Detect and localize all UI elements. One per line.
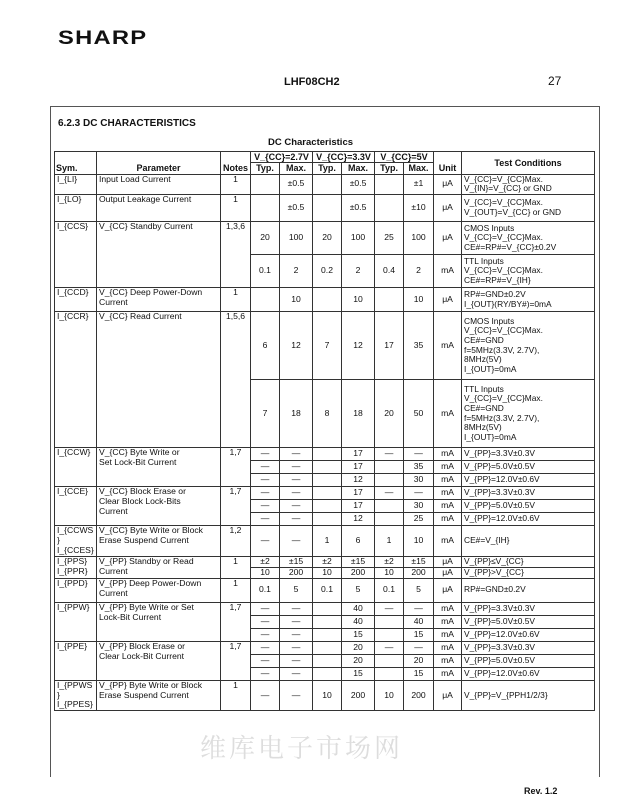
conditions-cell: V_{PP}=3.3V±0.3V: [462, 487, 595, 500]
notes-cell: 1,7: [221, 641, 251, 680]
conditions-cell: V_{PP}=3.3V±0.3V: [462, 448, 595, 461]
symbol-cell: I_{CCW}: [55, 448, 97, 487]
typ-3-3v-cell: [313, 474, 342, 487]
typ-2-7v-cell: —: [251, 654, 280, 667]
parameter-cell: Input Load Current: [97, 174, 221, 194]
unit-cell: mA: [434, 615, 462, 628]
table-row: [55, 487, 595, 500]
notes-cell: 1,7: [221, 487, 251, 526]
unit-cell: mA: [434, 526, 462, 557]
unit-cell: μA: [434, 288, 462, 312]
typ-5v-cell: [375, 667, 404, 680]
max-3-3v-cell: 5: [342, 578, 375, 602]
notes-cell: 1,3,6: [221, 222, 251, 288]
conditions-cell: V_{PP}=5.0V±0.5V: [462, 500, 595, 513]
document-id: LHF08CH2: [284, 76, 340, 88]
max-3-3v-cell: 100: [342, 222, 375, 255]
max-3-3v-cell: 12: [342, 312, 375, 380]
parameter-cell: V_{PP} Byte Write or Set Lock-Bit Current: [97, 602, 221, 641]
typ-2-7v-cell: —: [251, 526, 280, 557]
max-5v-cell: 200: [404, 680, 434, 711]
max-3-3v-cell: ±0.5: [342, 174, 375, 194]
typ-5v-cell: ±2: [375, 556, 404, 567]
max-2-7v-cell: —: [280, 654, 313, 667]
conditions-cell: V_{CC}=V_{CC}Max. V_{IN}=V_{CC} or GND: [462, 174, 595, 194]
typ-3-3v-cell: [313, 615, 342, 628]
dc-characteristics-table: [54, 151, 595, 711]
table-row: [55, 312, 595, 380]
max-2-7v-cell: —: [280, 628, 313, 641]
unit-cell: mA: [434, 641, 462, 654]
typ-5v-cell: [375, 461, 404, 474]
max-5v-cell: ±1: [404, 174, 434, 194]
parameter-cell: V_{CC} Byte Write or Set Lock-Bit Current: [97, 448, 221, 487]
typ-2-7v-cell: 0.1: [251, 255, 280, 288]
unit-cell: mA: [434, 474, 462, 487]
unit-cell: mA: [434, 312, 462, 380]
max-2-7v-cell: —: [280, 448, 313, 461]
page-number: 27: [548, 74, 562, 88]
typ-5v-cell: [375, 174, 404, 194]
notes-cell: 1: [221, 174, 251, 194]
parameter-cell: V_{PP} Byte Write or Block Erase Suspend Current: [97, 680, 221, 711]
table-row: [55, 680, 595, 711]
unit-cell: mA: [434, 255, 462, 288]
max-5v-cell: 20: [404, 654, 434, 667]
max-2-7v-cell: 10: [280, 288, 313, 312]
typ-2-7v-cell: 6: [251, 312, 280, 380]
max-3-3v-cell: 12: [342, 474, 375, 487]
parameter-cell: V_{PP} Block Erase or Clear Lock-Bit Current: [97, 641, 221, 680]
conditions-cell: RP#=GND±0.2V: [462, 578, 595, 602]
table-row: [55, 222, 595, 255]
unit-cell: μA: [434, 680, 462, 711]
max-2-7v-cell: —: [280, 461, 313, 474]
unit-cell: μA: [434, 556, 462, 567]
max-3-3v-cell: 40: [342, 615, 375, 628]
typ-2-7v-cell: [251, 195, 280, 222]
col-typ: Typ.: [251, 163, 280, 174]
conditions-cell: CMOS Inputs V_{CC}=V_{CC}Max. CE#=RP#=V_{CC}±0.2V: [462, 222, 595, 255]
unit-cell: μA: [434, 195, 462, 222]
max-3-3v-cell: ±15: [342, 556, 375, 567]
conditions-cell: V_{PP}≤V_{CC}: [462, 556, 595, 567]
conditions-cell: V_{PP}=3.3V±0.3V: [462, 641, 595, 654]
typ-2-7v-cell: —: [251, 680, 280, 711]
table-row: [55, 578, 595, 602]
typ-5v-cell: 1: [375, 526, 404, 557]
unit-cell: μA: [434, 578, 462, 602]
max-3-3v-cell: 17: [342, 487, 375, 500]
max-2-7v-cell: —: [280, 513, 313, 526]
notes-cell: 1,2: [221, 526, 251, 557]
col-vcc-3-3: V_{CC}=3.3V: [313, 152, 375, 163]
max-3-3v-cell: 2: [342, 255, 375, 288]
typ-5v-cell: [375, 195, 404, 222]
max-2-7v-cell: ±0.5: [280, 195, 313, 222]
max-2-7v-cell: —: [280, 667, 313, 680]
conditions-cell: V_{PP}=V_{PPH1/2/3}: [462, 680, 595, 711]
table-row: [55, 448, 595, 461]
unit-cell: μA: [434, 222, 462, 255]
typ-5v-cell: [375, 474, 404, 487]
max-2-7v-cell: —: [280, 602, 313, 615]
max-3-3v-cell: 15: [342, 628, 375, 641]
table-row: [55, 174, 595, 194]
typ-2-7v-cell: —: [251, 615, 280, 628]
typ-2-7v-cell: —: [251, 602, 280, 615]
unit-cell: mA: [434, 602, 462, 615]
conditions-cell: CE#=V_{IH}: [462, 526, 595, 557]
notes-cell: 1: [221, 288, 251, 312]
typ-2-7v-cell: ±2: [251, 556, 280, 567]
max-2-7v-cell: 12: [280, 312, 313, 380]
col-typ: Typ.: [313, 163, 342, 174]
max-2-7v-cell: —: [280, 680, 313, 711]
symbol-cell: I_{CCR}: [55, 312, 97, 448]
max-5v-cell: 50: [404, 380, 434, 448]
max-5v-cell: 30: [404, 474, 434, 487]
typ-3-3v-cell: [313, 500, 342, 513]
col-conditions: Test Conditions: [462, 152, 595, 175]
symbol-cell: I_{CCD}: [55, 288, 97, 312]
typ-2-7v-cell: 10: [251, 567, 280, 578]
max-3-3v-cell: 15: [342, 667, 375, 680]
max-3-3v-cell: 200: [342, 680, 375, 711]
typ-3-3v-cell: [313, 654, 342, 667]
max-5v-cell: —: [404, 602, 434, 615]
typ-3-3v-cell: 10: [313, 567, 342, 578]
max-2-7v-cell: ±0.5: [280, 174, 313, 194]
typ-3-3v-cell: [313, 174, 342, 194]
unit-cell: mA: [434, 487, 462, 500]
typ-2-7v-cell: [251, 288, 280, 312]
typ-3-3v-cell: [313, 487, 342, 500]
symbol-cell: I_{PPD}: [55, 578, 97, 602]
symbol-cell: I_{LI}: [55, 174, 97, 194]
sharp-logo: SHARP: [58, 28, 148, 49]
unit-cell: mA: [434, 654, 462, 667]
symbol-cell: I_{PPWS} I_{PPES}: [55, 680, 97, 711]
typ-3-3v-cell: [313, 195, 342, 222]
symbol-cell: I_{CCS}: [55, 222, 97, 288]
notes-cell: 1,5,6: [221, 312, 251, 448]
parameter-cell: V_{CC} Block Erase or Clear Block Lock-Bits Current: [97, 487, 221, 526]
typ-3-3v-cell: [313, 602, 342, 615]
conditions-cell: V_{PP}=12.0V±0.6V: [462, 513, 595, 526]
typ-5v-cell: 0.4: [375, 255, 404, 288]
table-row: [55, 602, 595, 615]
symbol-cell: I_{PPW}: [55, 602, 97, 641]
unit-cell: mA: [434, 380, 462, 448]
max-2-7v-cell: 200: [280, 567, 313, 578]
typ-3-3v-cell: [313, 667, 342, 680]
typ-3-3v-cell: [313, 513, 342, 526]
conditions-cell: V_{PP}=12.0V±0.6V: [462, 667, 595, 680]
typ-2-7v-cell: 20: [251, 222, 280, 255]
col-max: Max.: [342, 163, 375, 174]
max-3-3v-cell: 6: [342, 526, 375, 557]
col-sym: Sym.: [55, 152, 97, 175]
max-2-7v-cell: 100: [280, 222, 313, 255]
typ-5v-cell: 20: [375, 380, 404, 448]
max-3-3v-cell: 10: [342, 288, 375, 312]
table-body: [55, 174, 595, 711]
typ-5v-cell: [375, 615, 404, 628]
notes-cell: 1: [221, 578, 251, 602]
unit-cell: mA: [434, 500, 462, 513]
col-notes: Notes: [221, 152, 251, 175]
unit-cell: mA: [434, 628, 462, 641]
typ-3-3v-cell: 7: [313, 312, 342, 380]
conditions-cell: TTL Inputs V_{CC}=V_{CC}Max. CE#=GND f=5MHz(3.3V, 2.7V), 8MHz(5V) I_{OUT}=0mA: [462, 380, 595, 448]
typ-5v-cell: —: [375, 487, 404, 500]
conditions-cell: V_{PP}=12.0V±0.6V: [462, 628, 595, 641]
notes-cell: 1: [221, 195, 251, 222]
max-2-7v-cell: —: [280, 500, 313, 513]
unit-cell: mA: [434, 667, 462, 680]
typ-2-7v-cell: 0.1: [251, 578, 280, 602]
max-5v-cell: 10: [404, 526, 434, 557]
max-3-3v-cell: 12: [342, 513, 375, 526]
col-max: Max.: [280, 163, 313, 174]
unit-cell: mA: [434, 461, 462, 474]
max-3-3v-cell: 17: [342, 448, 375, 461]
table-caption: DC Characteristics: [268, 137, 354, 148]
typ-2-7v-cell: —: [251, 461, 280, 474]
typ-2-7v-cell: —: [251, 641, 280, 654]
max-2-7v-cell: 5: [280, 578, 313, 602]
col-parameter: Parameter: [97, 152, 221, 175]
parameter-cell: V_{PP} Standby or Read Current: [97, 556, 221, 578]
max-2-7v-cell: ±15: [280, 556, 313, 567]
typ-3-3v-cell: [313, 288, 342, 312]
max-5v-cell: 10: [404, 288, 434, 312]
max-2-7v-cell: —: [280, 526, 313, 557]
typ-5v-cell: —: [375, 641, 404, 654]
max-5v-cell: 100: [404, 222, 434, 255]
typ-3-3v-cell: [313, 628, 342, 641]
max-5v-cell: 2: [404, 255, 434, 288]
typ-3-3v-cell: 0.1: [313, 578, 342, 602]
typ-5v-cell: 25: [375, 222, 404, 255]
conditions-cell: V_{CC}=V_{CC}Max. V_{OUT}=V_{CC} or GND: [462, 195, 595, 222]
max-3-3v-cell: 17: [342, 461, 375, 474]
typ-3-3v-cell: 8: [313, 380, 342, 448]
symbol-cell: I_{PPS} I_{PPR}: [55, 556, 97, 578]
typ-3-3v-cell: ±2: [313, 556, 342, 567]
typ-2-7v-cell: 7: [251, 380, 280, 448]
unit-cell: μA: [434, 567, 462, 578]
max-5v-cell: 15: [404, 667, 434, 680]
table-row: [55, 288, 595, 312]
max-5v-cell: 30: [404, 500, 434, 513]
typ-5v-cell: [375, 500, 404, 513]
conditions-cell: V_{PP}=3.3V±0.3V: [462, 602, 595, 615]
parameter-cell: V_{PP} Deep Power-Down Current: [97, 578, 221, 602]
table-row: [55, 556, 595, 567]
table-row: [55, 526, 595, 557]
max-3-3v-cell: ±0.5: [342, 195, 375, 222]
max-3-3v-cell: 20: [342, 641, 375, 654]
typ-5v-cell: —: [375, 448, 404, 461]
max-2-7v-cell: 18: [280, 380, 313, 448]
max-5v-cell: 40: [404, 615, 434, 628]
typ-5v-cell: 17: [375, 312, 404, 380]
typ-5v-cell: 10: [375, 567, 404, 578]
max-2-7v-cell: 2: [280, 255, 313, 288]
max-5v-cell: —: [404, 641, 434, 654]
conditions-cell: V_{PP}=12.0V±0.6V: [462, 474, 595, 487]
col-vcc-2-7: V_{CC}=2.7V: [251, 152, 313, 163]
symbol-cell: I_{LO}: [55, 195, 97, 222]
parameter-cell: V_{CC} Byte Write or Block Erase Suspend Current: [97, 526, 221, 557]
revision-label: Rev. 1.2: [524, 786, 558, 796]
max-3-3v-cell: 17: [342, 500, 375, 513]
symbol-cell: I_{PPE}: [55, 641, 97, 680]
conditions-cell: V_{PP}>V_{CC}: [462, 567, 595, 578]
typ-3-3v-cell: 1: [313, 526, 342, 557]
max-2-7v-cell: —: [280, 615, 313, 628]
typ-2-7v-cell: —: [251, 500, 280, 513]
symbol-cell: I_{CCE}: [55, 487, 97, 526]
col-vcc-5: V_{CC}=5V: [375, 152, 434, 163]
typ-5v-cell: [375, 654, 404, 667]
max-2-7v-cell: —: [280, 641, 313, 654]
max-5v-cell: 200: [404, 567, 434, 578]
notes-cell: 1,7: [221, 448, 251, 487]
typ-5v-cell: 10: [375, 680, 404, 711]
typ-3-3v-cell: [313, 461, 342, 474]
typ-3-3v-cell: 0.2: [313, 255, 342, 288]
max-5v-cell: 15: [404, 628, 434, 641]
parameter-cell: Output Leakage Current: [97, 195, 221, 222]
parameter-cell: V_{CC} Read Current: [97, 312, 221, 448]
conditions-cell: TTL Inputs V_{CC}=V_{CC}Max. CE#=RP#=V_{IH}: [462, 255, 595, 288]
col-unit: Unit: [434, 152, 462, 175]
col-max: Max.: [404, 163, 434, 174]
max-3-3v-cell: 18: [342, 380, 375, 448]
max-3-3v-cell: 40: [342, 602, 375, 615]
notes-cell: 1,7: [221, 602, 251, 641]
max-5v-cell: 35: [404, 312, 434, 380]
table-row: [55, 195, 595, 222]
typ-3-3v-cell: [313, 448, 342, 461]
unit-cell: mA: [434, 513, 462, 526]
typ-3-3v-cell: [313, 641, 342, 654]
unit-cell: μA: [434, 174, 462, 194]
max-5v-cell: 35: [404, 461, 434, 474]
symbol-cell: I_{CCWS} I_{CCES}: [55, 526, 97, 557]
typ-3-3v-cell: 10: [313, 680, 342, 711]
conditions-cell: V_{PP}=5.0V±0.5V: [462, 615, 595, 628]
max-3-3v-cell: 200: [342, 567, 375, 578]
max-5v-cell: —: [404, 448, 434, 461]
typ-5v-cell: [375, 628, 404, 641]
notes-cell: 1: [221, 680, 251, 711]
col-typ: Typ.: [375, 163, 404, 174]
conditions-cell: V_{PP}=5.0V±0.5V: [462, 461, 595, 474]
typ-2-7v-cell: —: [251, 513, 280, 526]
typ-2-7v-cell: [251, 174, 280, 194]
typ-2-7v-cell: —: [251, 667, 280, 680]
max-3-3v-cell: 20: [342, 654, 375, 667]
typ-2-7v-cell: —: [251, 628, 280, 641]
typ-5v-cell: [375, 288, 404, 312]
watermark: 维库电子市场网: [200, 734, 404, 764]
typ-2-7v-cell: —: [251, 487, 280, 500]
max-2-7v-cell: —: [280, 487, 313, 500]
typ-3-3v-cell: 20: [313, 222, 342, 255]
typ-2-7v-cell: —: [251, 474, 280, 487]
max-5v-cell: 5: [404, 578, 434, 602]
typ-2-7v-cell: —: [251, 448, 280, 461]
max-2-7v-cell: —: [280, 474, 313, 487]
conditions-cell: V_{PP}=5.0V±0.5V: [462, 654, 595, 667]
parameter-cell: V_{CC} Deep Power-Down Current: [97, 288, 221, 312]
parameter-cell: V_{CC} Standby Current: [97, 222, 221, 288]
typ-5v-cell: 0.1: [375, 578, 404, 602]
unit-cell: mA: [434, 448, 462, 461]
max-5v-cell: ±15: [404, 556, 434, 567]
conditions-cell: CMOS Inputs V_{CC}=V_{CC}Max. CE#=GND f=5MHz(3.3V, 2.7V), 8MHz(5V) I_{OUT}=0mA: [462, 312, 595, 380]
max-5v-cell: ±10: [404, 195, 434, 222]
typ-5v-cell: [375, 513, 404, 526]
max-5v-cell: 25: [404, 513, 434, 526]
section-title: 6.2.3 DC CHARACTERISTICS: [58, 118, 196, 129]
conditions-cell: RP#=GND±0.2V I_{OUT}(RY/BY#)=0mA: [462, 288, 595, 312]
max-5v-cell: —: [404, 487, 434, 500]
table-row: [55, 641, 595, 654]
notes-cell: 1: [221, 556, 251, 578]
typ-5v-cell: —: [375, 602, 404, 615]
